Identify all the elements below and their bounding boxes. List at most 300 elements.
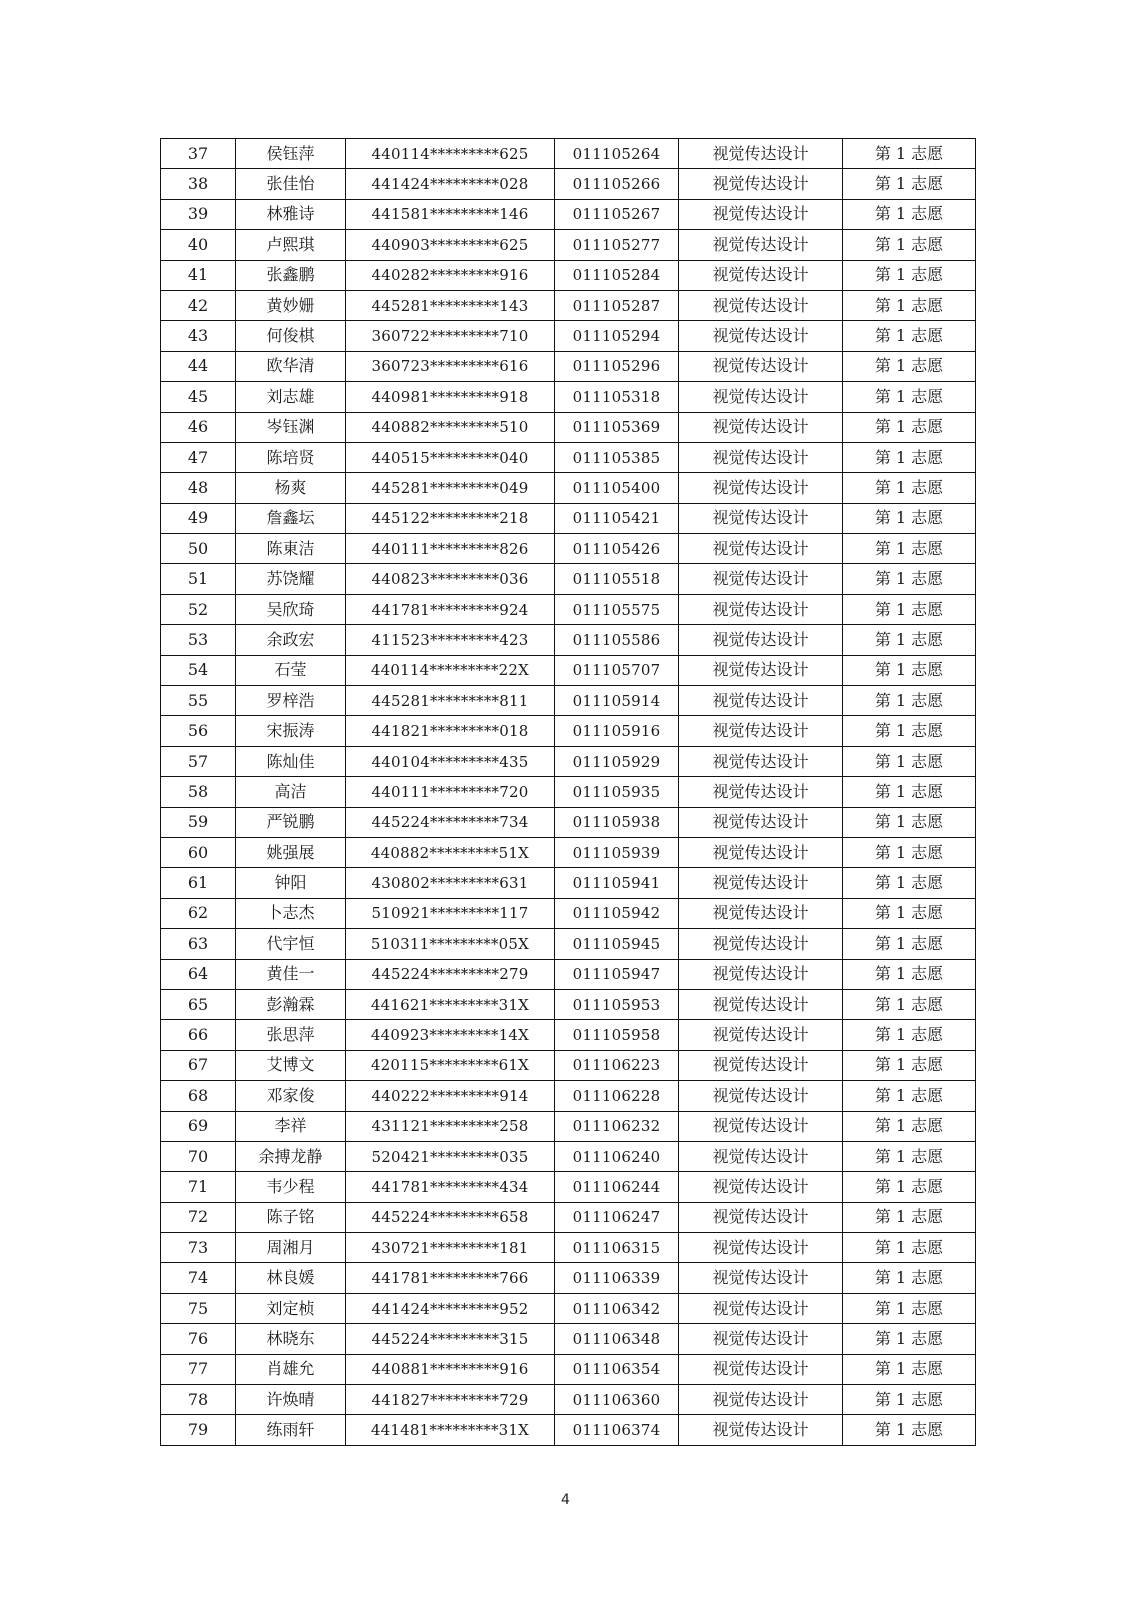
cell-choice: 第 1 志愿: [843, 777, 976, 807]
cell-major: 视觉传达设计: [679, 1324, 843, 1354]
cell-id-number: 520421*********035: [346, 1141, 555, 1171]
cell-row-number: 54: [161, 655, 236, 685]
cell-choice: 第 1 志愿: [843, 321, 976, 351]
cell-row-number: 38: [161, 169, 236, 199]
cell-id-number: 441781*********434: [346, 1172, 555, 1202]
table-row: [161, 989, 976, 1019]
cell-name: 陈子铭: [236, 1202, 346, 1232]
table-body: [161, 139, 976, 1446]
cell-row-number: 37: [161, 139, 236, 169]
cell-choice: 第 1 志愿: [843, 564, 976, 594]
cell-row-number: 41: [161, 260, 236, 290]
table-row: [161, 230, 976, 260]
cell-major: 视觉传达设计: [679, 1081, 843, 1111]
cell-major: 视觉传达设计: [679, 1141, 843, 1171]
cell-row-number: 61: [161, 868, 236, 898]
cell-exam-number: 011105264: [555, 139, 679, 169]
cell-exam-number: 011106354: [555, 1354, 679, 1384]
cell-major: 视觉传达设计: [679, 959, 843, 989]
cell-major: 视觉传达设计: [679, 169, 843, 199]
cell-row-number: 70: [161, 1141, 236, 1171]
cell-choice: 第 1 志愿: [843, 1324, 976, 1354]
cell-row-number: 46: [161, 412, 236, 442]
cell-id-number: 441781*********924: [346, 594, 555, 624]
table-row: [161, 1050, 976, 1080]
cell-choice: 第 1 志愿: [843, 989, 976, 1019]
cell-id-number: 441424*********028: [346, 169, 555, 199]
cell-choice: 第 1 志愿: [843, 1111, 976, 1141]
cell-major: 视觉传达设计: [679, 777, 843, 807]
cell-id-number: 441581*********146: [346, 199, 555, 229]
cell-id-number: 441424*********952: [346, 1293, 555, 1323]
cell-exam-number: 011105385: [555, 442, 679, 472]
cell-id-number: 510921*********117: [346, 898, 555, 928]
cell-exam-number: 011106247: [555, 1202, 679, 1232]
table-row: [161, 534, 976, 564]
cell-id-number: 510311*********05X: [346, 929, 555, 959]
table-row: [161, 564, 976, 594]
cell-exam-number: 011106240: [555, 1141, 679, 1171]
cell-major: 视觉传达设计: [679, 1233, 843, 1263]
table-row: [161, 1202, 976, 1232]
cell-row-number: 68: [161, 1081, 236, 1111]
table-row: [161, 351, 976, 381]
cell-exam-number: 011105914: [555, 686, 679, 716]
table-row: [161, 898, 976, 928]
table-row: [161, 868, 976, 898]
cell-name: 张思萍: [236, 1020, 346, 1050]
cell-choice: 第 1 志愿: [843, 1050, 976, 1080]
cell-row-number: 49: [161, 503, 236, 533]
cell-major: 视觉传达设计: [679, 625, 843, 655]
table-row: [161, 199, 976, 229]
cell-id-number: 445122*********218: [346, 503, 555, 533]
cell-choice: 第 1 志愿: [843, 716, 976, 746]
cell-row-number: 52: [161, 594, 236, 624]
table-row: [161, 473, 976, 503]
cell-choice: 第 1 志愿: [843, 503, 976, 533]
cell-name: 陈東洁: [236, 534, 346, 564]
cell-id-number: 441821*********018: [346, 716, 555, 746]
cell-major: 视觉传达设计: [679, 655, 843, 685]
cell-name: 陈灿佳: [236, 746, 346, 776]
cell-name: 吴欣琦: [236, 594, 346, 624]
cell-id-number: 440114*********22X: [346, 655, 555, 685]
table-row: [161, 594, 976, 624]
cell-row-number: 66: [161, 1020, 236, 1050]
table-row: [161, 777, 976, 807]
cell-choice: 第 1 志愿: [843, 139, 976, 169]
table-row: [161, 1415, 976, 1445]
table-row: [161, 321, 976, 351]
cell-major: 视觉传达设计: [679, 837, 843, 867]
cell-row-number: 57: [161, 746, 236, 776]
cell-name: 黄妙姗: [236, 290, 346, 320]
cell-major: 视觉传达设计: [679, 503, 843, 533]
cell-choice: 第 1 志愿: [843, 746, 976, 776]
cell-major: 视觉传达设计: [679, 594, 843, 624]
cell-name: 刘定桢: [236, 1293, 346, 1323]
cell-choice: 第 1 志愿: [843, 351, 976, 381]
cell-exam-number: 011105941: [555, 868, 679, 898]
cell-row-number: 58: [161, 777, 236, 807]
table-row: [161, 929, 976, 959]
table-row: [161, 1324, 976, 1354]
cell-major: 视觉传达设计: [679, 1111, 843, 1141]
cell-exam-number: 011105586: [555, 625, 679, 655]
cell-choice: 第 1 志愿: [843, 1202, 976, 1232]
cell-major: 视觉传达设计: [679, 898, 843, 928]
cell-row-number: 44: [161, 351, 236, 381]
cell-major: 视觉传达设计: [679, 1172, 843, 1202]
cell-exam-number: 011105958: [555, 1020, 679, 1050]
cell-major: 视觉传达设计: [679, 989, 843, 1019]
cell-name: 艾博文: [236, 1050, 346, 1080]
table-row: [161, 716, 976, 746]
cell-name: 杨爽: [236, 473, 346, 503]
cell-choice: 第 1 志愿: [843, 1385, 976, 1415]
cell-choice: 第 1 志愿: [843, 412, 976, 442]
cell-major: 视觉传达设计: [679, 564, 843, 594]
cell-choice: 第 1 志愿: [843, 1415, 976, 1445]
cell-choice: 第 1 志愿: [843, 442, 976, 472]
cell-choice: 第 1 志愿: [843, 594, 976, 624]
cell-name: 彭瀚霖: [236, 989, 346, 1019]
cell-name: 岑钰渊: [236, 412, 346, 442]
cell-choice: 第 1 志愿: [843, 807, 976, 837]
cell-major: 视觉传达设计: [679, 321, 843, 351]
cell-name: 刘志雄: [236, 382, 346, 412]
cell-name: 林晓东: [236, 1324, 346, 1354]
cell-exam-number: 011106342: [555, 1293, 679, 1323]
cell-exam-number: 011106232: [555, 1111, 679, 1141]
cell-exam-number: 011105426: [555, 534, 679, 564]
table-row: [161, 1385, 976, 1415]
cell-exam-number: 011106339: [555, 1263, 679, 1293]
cell-exam-number: 011105400: [555, 473, 679, 503]
cell-id-number: 440881*********916: [346, 1354, 555, 1384]
cell-id-number: 431121*********258: [346, 1111, 555, 1141]
cell-exam-number: 011105284: [555, 260, 679, 290]
cell-name: 卜志杰: [236, 898, 346, 928]
cell-major: 视觉传达设计: [679, 534, 843, 564]
admission-table: [160, 138, 976, 1446]
cell-major: 视觉传达设计: [679, 1020, 843, 1050]
cell-id-number: 420115*********61X: [346, 1050, 555, 1080]
table-row: [161, 290, 976, 320]
table-row: [161, 1263, 976, 1293]
cell-choice: 第 1 志愿: [843, 625, 976, 655]
cell-name: 余政宏: [236, 625, 346, 655]
cell-id-number: 441481*********31X: [346, 1415, 555, 1445]
cell-id-number: 445281*********143: [346, 290, 555, 320]
cell-major: 视觉传达设计: [679, 382, 843, 412]
cell-name: 姚强展: [236, 837, 346, 867]
cell-id-number: 440981*********918: [346, 382, 555, 412]
cell-choice: 第 1 志愿: [843, 1233, 976, 1263]
cell-exam-number: 011105929: [555, 746, 679, 776]
cell-id-number: 440114*********625: [346, 139, 555, 169]
cell-id-number: 441781*********766: [346, 1263, 555, 1293]
table-row: [161, 1293, 976, 1323]
cell-id-number: 360723*********616: [346, 351, 555, 381]
cell-choice: 第 1 志愿: [843, 1081, 976, 1111]
cell-exam-number: 011105916: [555, 716, 679, 746]
cell-choice: 第 1 志愿: [843, 1354, 976, 1384]
cell-name: 肖雄允: [236, 1354, 346, 1384]
cell-major: 视觉传达设计: [679, 868, 843, 898]
cell-row-number: 78: [161, 1385, 236, 1415]
cell-row-number: 39: [161, 199, 236, 229]
cell-id-number: 445224*********315: [346, 1324, 555, 1354]
cell-name: 周湘月: [236, 1233, 346, 1263]
cell-row-number: 59: [161, 807, 236, 837]
cell-row-number: 53: [161, 625, 236, 655]
cell-id-number: 440823*********036: [346, 564, 555, 594]
cell-id-number: 445224*********658: [346, 1202, 555, 1232]
table-row: [161, 1111, 976, 1141]
cell-name: 张鑫鹏: [236, 260, 346, 290]
cell-name: 侯钰萍: [236, 139, 346, 169]
cell-exam-number: 011105296: [555, 351, 679, 381]
cell-major: 视觉传达设计: [679, 1050, 843, 1080]
cell-exam-number: 011106228: [555, 1081, 679, 1111]
cell-row-number: 72: [161, 1202, 236, 1232]
cell-exam-number: 011105518: [555, 564, 679, 594]
cell-major: 视觉传达设计: [679, 139, 843, 169]
cell-name: 张佳怡: [236, 169, 346, 199]
cell-exam-number: 011105942: [555, 898, 679, 928]
cell-row-number: 56: [161, 716, 236, 746]
cell-row-number: 71: [161, 1172, 236, 1202]
cell-name: 詹鑫坛: [236, 503, 346, 533]
cell-exam-number: 011105575: [555, 594, 679, 624]
cell-row-number: 47: [161, 442, 236, 472]
cell-row-number: 55: [161, 686, 236, 716]
cell-choice: 第 1 志愿: [843, 230, 976, 260]
cell-name: 欧华清: [236, 351, 346, 381]
cell-major: 视觉传达设计: [679, 230, 843, 260]
cell-exam-number: 011106223: [555, 1050, 679, 1080]
table-row: [161, 1233, 976, 1263]
cell-id-number: 411523*********423: [346, 625, 555, 655]
cell-choice: 第 1 志愿: [843, 1020, 976, 1050]
cell-choice: 第 1 志愿: [843, 1263, 976, 1293]
cell-id-number: 441827*********729: [346, 1385, 555, 1415]
cell-name: 何俊棋: [236, 321, 346, 351]
cell-major: 视觉传达设计: [679, 807, 843, 837]
cell-choice: 第 1 志愿: [843, 169, 976, 199]
cell-id-number: 430721*********181: [346, 1233, 555, 1263]
cell-name: 钟阳: [236, 868, 346, 898]
cell-choice: 第 1 志愿: [843, 959, 976, 989]
cell-name: 苏饶耀: [236, 564, 346, 594]
cell-id-number: 360722*********710: [346, 321, 555, 351]
cell-id-number: 445281*********811: [346, 686, 555, 716]
cell-name: 韦少程: [236, 1172, 346, 1202]
cell-major: 视觉传达设计: [679, 1354, 843, 1384]
cell-exam-number: 011106315: [555, 1233, 679, 1263]
cell-exam-number: 011106348: [555, 1324, 679, 1354]
cell-name: 罗梓浩: [236, 686, 346, 716]
table-row: [161, 169, 976, 199]
cell-row-number: 76: [161, 1324, 236, 1354]
cell-major: 视觉传达设计: [679, 412, 843, 442]
cell-name: 宋振涛: [236, 716, 346, 746]
cell-choice: 第 1 志愿: [843, 868, 976, 898]
cell-id-number: 440923*********14X: [346, 1020, 555, 1050]
cell-major: 视觉传达设计: [679, 351, 843, 381]
cell-choice: 第 1 志愿: [843, 898, 976, 928]
cell-id-number: 440882*********510: [346, 412, 555, 442]
page-number: 4: [561, 1492, 570, 1508]
cell-id-number: 441621*********31X: [346, 989, 555, 1019]
cell-row-number: 64: [161, 959, 236, 989]
cell-name: 林雅诗: [236, 199, 346, 229]
table-row: [161, 807, 976, 837]
cell-row-number: 63: [161, 929, 236, 959]
table-row: [161, 1172, 976, 1202]
cell-choice: 第 1 志愿: [843, 382, 976, 412]
cell-row-number: 62: [161, 898, 236, 928]
cell-id-number: 440111*********720: [346, 777, 555, 807]
table-row: [161, 1081, 976, 1111]
table-row: [161, 655, 976, 685]
cell-exam-number: 011105266: [555, 169, 679, 199]
cell-id-number: 445281*********049: [346, 473, 555, 503]
cell-row-number: 43: [161, 321, 236, 351]
cell-name: 高洁: [236, 777, 346, 807]
cell-exam-number: 011105707: [555, 655, 679, 685]
cell-name: 严锐鹏: [236, 807, 346, 837]
cell-row-number: 50: [161, 534, 236, 564]
cell-major: 视觉传达设计: [679, 929, 843, 959]
cell-exam-number: 011105939: [555, 837, 679, 867]
table-row: [161, 1020, 976, 1050]
cell-name: 石莹: [236, 655, 346, 685]
cell-exam-number: 011105935: [555, 777, 679, 807]
cell-exam-number: 011105947: [555, 959, 679, 989]
cell-row-number: 73: [161, 1233, 236, 1263]
cell-name: 许焕晴: [236, 1385, 346, 1415]
cell-row-number: 77: [161, 1354, 236, 1384]
cell-exam-number: 011106360: [555, 1385, 679, 1415]
table-row: [161, 260, 976, 290]
cell-name: 余搏龙静: [236, 1141, 346, 1171]
cell-major: 视觉传达设计: [679, 442, 843, 472]
cell-choice: 第 1 志愿: [843, 1293, 976, 1323]
cell-id-number: 440515*********040: [346, 442, 555, 472]
cell-row-number: 74: [161, 1263, 236, 1293]
cell-major: 视觉传达设计: [679, 290, 843, 320]
cell-choice: 第 1 志愿: [843, 534, 976, 564]
table-row: [161, 412, 976, 442]
cell-name: 邓家俊: [236, 1081, 346, 1111]
cell-major: 视觉传达设计: [679, 199, 843, 229]
cell-choice: 第 1 志愿: [843, 1141, 976, 1171]
cell-id-number: 445224*********734: [346, 807, 555, 837]
cell-id-number: 445224*********279: [346, 959, 555, 989]
cell-row-number: 60: [161, 837, 236, 867]
cell-row-number: 65: [161, 989, 236, 1019]
cell-row-number: 67: [161, 1050, 236, 1080]
cell-id-number: 440104*********435: [346, 746, 555, 776]
cell-choice: 第 1 志愿: [843, 290, 976, 320]
cell-id-number: 440882*********51X: [346, 837, 555, 867]
cell-choice: 第 1 志愿: [843, 929, 976, 959]
table-row: [161, 1354, 976, 1384]
cell-exam-number: 011105277: [555, 230, 679, 260]
table-row: [161, 503, 976, 533]
cell-exam-number: 011105267: [555, 199, 679, 229]
cell-name: 林良媛: [236, 1263, 346, 1293]
table-row: [161, 1141, 976, 1171]
cell-major: 视觉传达设计: [679, 746, 843, 776]
table-row: [161, 625, 976, 655]
cell-name: 陈培贤: [236, 442, 346, 472]
cell-row-number: 75: [161, 1293, 236, 1323]
table-row: [161, 382, 976, 412]
cell-exam-number: 011105938: [555, 807, 679, 837]
cell-name: 黄佳一: [236, 959, 346, 989]
cell-row-number: 69: [161, 1111, 236, 1141]
table-row: [161, 686, 976, 716]
cell-major: 视觉传达设计: [679, 1202, 843, 1232]
cell-exam-number: 011105953: [555, 989, 679, 1019]
cell-row-number: 45: [161, 382, 236, 412]
cell-row-number: 51: [161, 564, 236, 594]
cell-exam-number: 011105369: [555, 412, 679, 442]
cell-major: 视觉传达设计: [679, 716, 843, 746]
cell-choice: 第 1 志愿: [843, 655, 976, 685]
cell-exam-number: 011105287: [555, 290, 679, 320]
cell-row-number: 42: [161, 290, 236, 320]
cell-choice: 第 1 志愿: [843, 837, 976, 867]
table-row: [161, 837, 976, 867]
cell-choice: 第 1 志愿: [843, 473, 976, 503]
cell-exam-number: 011105421: [555, 503, 679, 533]
cell-choice: 第 1 志愿: [843, 199, 976, 229]
cell-name: 卢熙琪: [236, 230, 346, 260]
cell-exam-number: 011105945: [555, 929, 679, 959]
cell-exam-number: 011105294: [555, 321, 679, 351]
cell-id-number: 440282*********916: [346, 260, 555, 290]
cell-major: 视觉传达设计: [679, 1385, 843, 1415]
cell-choice: 第 1 志愿: [843, 686, 976, 716]
table-row: [161, 442, 976, 472]
table-row: [161, 959, 976, 989]
cell-choice: 第 1 志愿: [843, 260, 976, 290]
cell-major: 视觉传达设计: [679, 260, 843, 290]
cell-row-number: 48: [161, 473, 236, 503]
cell-name: 李祥: [236, 1111, 346, 1141]
cell-major: 视觉传达设计: [679, 1293, 843, 1323]
cell-row-number: 79: [161, 1415, 236, 1445]
cell-id-number: 440222*********914: [346, 1081, 555, 1111]
cell-exam-number: 011106244: [555, 1172, 679, 1202]
cell-id-number: 430802*********631: [346, 868, 555, 898]
cell-id-number: 440903*********625: [346, 230, 555, 260]
cell-major: 视觉传达设计: [679, 1415, 843, 1445]
cell-name: 代宇恒: [236, 929, 346, 959]
cell-major: 视觉传达设计: [679, 686, 843, 716]
cell-exam-number: 011106374: [555, 1415, 679, 1445]
cell-major: 视觉传达设计: [679, 1263, 843, 1293]
cell-name: 练雨轩: [236, 1415, 346, 1445]
table-row: [161, 746, 976, 776]
cell-choice: 第 1 志愿: [843, 1172, 976, 1202]
cell-exam-number: 011105318: [555, 382, 679, 412]
